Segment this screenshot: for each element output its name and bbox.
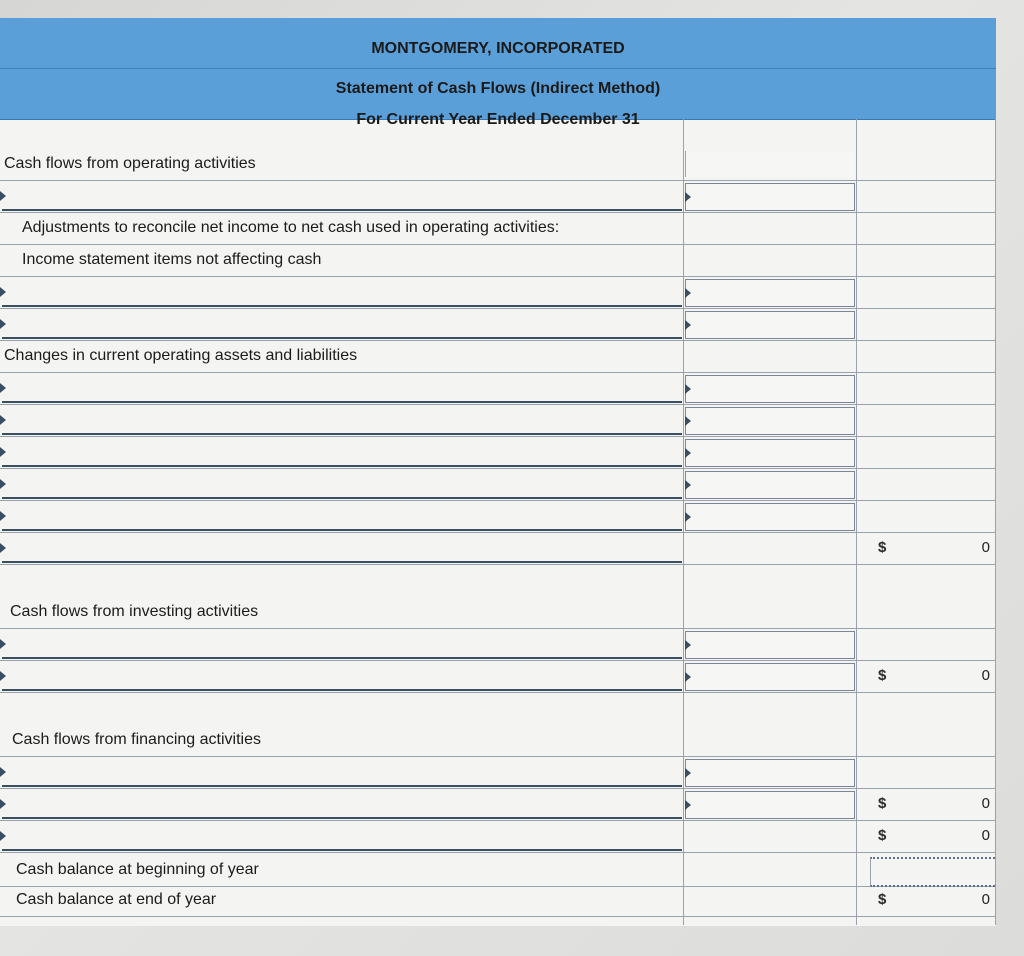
changes-heading: Changes in current operating assets and liabilities (4, 347, 358, 364)
financing-item-row (0, 756, 996, 789)
net-income-label-input[interactable] (2, 183, 682, 211)
operating-total-value: 0 (981, 539, 990, 556)
noncash-item-1-amount-input[interactable] (685, 279, 855, 307)
investing-heading: Cash flows from investing activities (10, 603, 259, 620)
noncash-item-1-label-input[interactable] (2, 279, 682, 307)
financing-total-currency: $ (878, 795, 887, 812)
begin-cash-amount-input[interactable] (870, 857, 995, 887)
change-item-5-label-input[interactable] (2, 503, 682, 531)
column-divider (683, 119, 684, 925)
change-item-2-label-input[interactable] (2, 407, 682, 435)
noncash-item-row (0, 308, 996, 341)
investing-total-value: 0 (981, 667, 990, 684)
change-item-3-amount-input[interactable] (685, 439, 855, 467)
end-cash-label: Cash balance at end of year (16, 891, 217, 908)
financing-total-value: 0 (981, 795, 990, 812)
operating-heading-row (0, 148, 996, 181)
change-item-2-amount-input[interactable] (685, 407, 855, 435)
change-item-row (0, 468, 996, 501)
begin-cash-label: Cash balance at beginning of year (16, 861, 259, 878)
noncash-heading: Income statement items not affecting cash (22, 251, 322, 268)
change-item-1-amount-input[interactable] (685, 375, 855, 403)
change-item-5-amount-input[interactable] (685, 503, 855, 531)
noncash-item-2-amount-input[interactable] (685, 311, 855, 339)
operating-total-currency: $ (878, 539, 887, 556)
company-name: MONTGOMERY, INCORPORATED (371, 40, 625, 57)
investing-total-currency: $ (878, 667, 887, 684)
operating-total-label-input[interactable] (2, 535, 682, 563)
change-item-4-amount-input[interactable] (685, 471, 855, 499)
adjustments-row (0, 212, 996, 245)
financing-heading-row (0, 724, 996, 757)
change-item-row (0, 500, 996, 533)
net-change-currency: $ (878, 827, 887, 844)
end-cash-value: 0 (981, 891, 990, 908)
operating-heading: Cash flows from operating activities (4, 155, 256, 172)
change-item-4-label-input[interactable] (2, 471, 682, 499)
investing-item-row (0, 628, 996, 661)
investing-item-2-amount-input[interactable] (685, 663, 855, 691)
net-change-value: 0 (981, 827, 990, 844)
financing-total-row (0, 788, 996, 821)
financing-total-label-input[interactable] (2, 791, 682, 819)
operating-total-row (0, 532, 996, 565)
financing-heading: Cash flows from financing activities (12, 731, 261, 748)
net-change-row (0, 820, 996, 853)
change-item-row (0, 436, 996, 469)
change-item-row (0, 372, 996, 405)
change-item-row (0, 404, 996, 437)
statement-period: For Current Year Ended December 31 (356, 111, 640, 128)
net-income-row (0, 180, 996, 213)
cash-flow-statement (0, 18, 996, 926)
noncash-row (0, 244, 996, 277)
column-divider (856, 119, 857, 925)
changes-row (0, 340, 996, 373)
investing-total-label-input[interactable] (2, 663, 682, 691)
investing-item-1-amount-input[interactable] (685, 631, 855, 659)
column-divider (995, 119, 996, 925)
financing-item-1-amount-input[interactable] (685, 759, 855, 787)
financing-item-1-label-input[interactable] (2, 759, 682, 787)
investing-total-row (0, 660, 996, 693)
end-cash-row (0, 884, 996, 917)
statement-title: Statement of Cash Flows (Indirect Method) (335, 80, 661, 97)
change-item-3-label-input[interactable] (2, 439, 682, 467)
investing-item-1-label-input[interactable] (2, 631, 682, 659)
begin-cash-row (0, 854, 996, 887)
end-cash-currency: $ (878, 891, 887, 908)
statement-header (0, 18, 996, 120)
investing-heading-row (0, 596, 996, 629)
adjustments-heading: Adjustments to reconcile net income to net cash used in operating activities: (22, 219, 560, 236)
noncash-item-2-label-input[interactable] (2, 311, 682, 339)
noncash-item-row (0, 276, 996, 309)
net-income-amount-input[interactable] (685, 183, 855, 211)
net-change-label-input[interactable] (2, 823, 682, 851)
financing-item-2-amount-input[interactable] (685, 791, 855, 819)
change-item-1-label-input[interactable] (2, 375, 682, 403)
